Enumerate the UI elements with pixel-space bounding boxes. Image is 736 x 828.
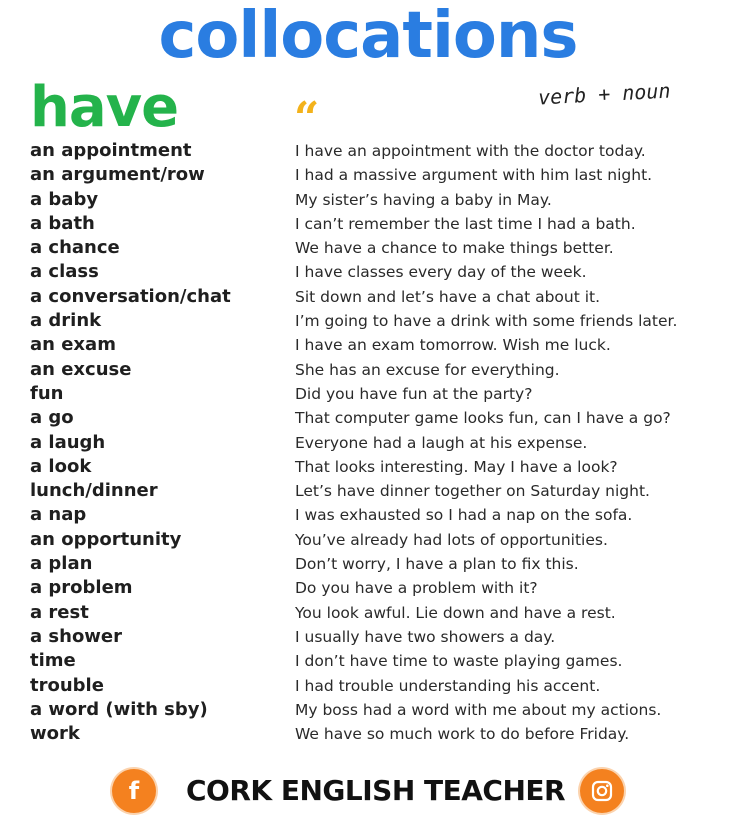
collocation-row — [0, 722, 736, 746]
collocation-list — [0, 139, 736, 746]
collocation-row — [0, 431, 736, 455]
collocation-phrase: a word (with sby) — [30, 698, 208, 720]
collocation-phrase: an opportunity — [30, 528, 182, 550]
collocation-row — [0, 163, 736, 187]
example-sentence: Sit down and let’s have a chat about it. — [295, 287, 601, 306]
facebook-glyph: f — [128, 777, 140, 805]
collocation-phrase: a rest — [30, 601, 89, 623]
collocation-phrase: lunch/dinner — [30, 480, 158, 502]
quote-icon: “ — [294, 93, 320, 144]
collocation-row — [0, 649, 736, 673]
collocation-phrase: a shower — [30, 625, 123, 647]
example-sentence: Let’s have dinner together on Saturday night. — [295, 482, 650, 501]
collocation-row — [0, 406, 736, 430]
collocation-phrase: an excuse — [30, 358, 132, 380]
collocation-phrase: time — [30, 650, 76, 672]
collocation-phrase: a baby — [30, 188, 99, 210]
example-sentence: Did you have fun at the party? — [295, 384, 533, 403]
example-sentence: We have a chance to make things better. — [295, 239, 614, 258]
instagram-icon[interactable] — [580, 769, 624, 813]
collocation-row — [0, 674, 736, 698]
collocation-row — [0, 455, 736, 479]
collocation-row — [0, 552, 736, 576]
example-sentence: I have classes every day of the week. — [295, 263, 587, 282]
example-sentence: My boss had a word with me about my actions. — [295, 700, 662, 719]
collocation-phrase: fun — [30, 382, 64, 404]
collocation-phrase: a plan — [30, 553, 93, 575]
collocation-phrase: a look — [30, 455, 92, 477]
example-sentence: She has an excuse for everything. — [295, 360, 560, 379]
collocation-phrase: trouble — [30, 674, 104, 696]
example-sentence: Do you have a problem with it? — [295, 579, 538, 598]
example-sentence: Don’t worry, I have a plan to fix this. — [295, 555, 579, 574]
example-sentence: I had trouble understanding his accent. — [295, 676, 601, 695]
collocation-phrase: a bath — [30, 212, 95, 234]
collocation-phrase: work — [30, 723, 80, 745]
example-sentence: I can’t remember the last time I had a bath. — [295, 214, 636, 233]
collocation-row — [0, 188, 736, 212]
brand-name: CORK ENGLISH TEACHER — [186, 774, 566, 807]
collocation-phrase: an exam — [30, 334, 116, 356]
example-sentence: I usually have two showers a day. — [295, 627, 556, 646]
example-sentence: I had a massive argument with him last night. — [295, 166, 653, 185]
collocation-row — [0, 309, 736, 333]
example-sentence: That looks interesting. May I have a look? — [295, 457, 618, 476]
example-sentence: You’ve already had lots of opportunities. — [295, 530, 608, 549]
example-sentence: That computer game looks fun, can I have a go? — [295, 409, 671, 428]
collocation-phrase: a conversation/chat — [30, 285, 231, 307]
collocation-row — [0, 479, 736, 503]
collocation-phrase: a class — [30, 261, 99, 283]
example-sentence: I’m going to have a drink with some friends later. — [295, 312, 678, 331]
page-title: collocations — [158, 0, 578, 73]
collocation-phrase: a chance — [30, 237, 120, 259]
collocation-row — [0, 528, 736, 552]
footer — [0, 766, 736, 816]
facebook-icon[interactable] — [112, 769, 156, 813]
example-sentence: I don’t have time to waste playing games. — [295, 652, 623, 671]
collocation-row — [0, 236, 736, 260]
collocation-row — [0, 358, 736, 382]
example-sentence: Everyone had a laugh at his expense. — [295, 433, 588, 452]
collocation-row — [0, 576, 736, 600]
collocation-phrase: a laugh — [30, 431, 106, 453]
collocation-phrase: an appointment — [30, 140, 192, 161]
collocation-phrase: a nap — [30, 504, 87, 526]
collocation-row — [0, 333, 736, 357]
pattern-note: verb + noun — [537, 78, 671, 110]
collocation-row — [0, 625, 736, 649]
example-sentence: You look awful. Lie down and have a rest. — [295, 603, 616, 622]
collocation-row — [0, 382, 736, 406]
collocation-row — [0, 212, 736, 236]
example-sentence: I have an appointment with the doctor today. — [295, 142, 646, 160]
collocation-row — [0, 601, 736, 625]
collocation-phrase: a problem — [30, 577, 133, 599]
collocation-phrase: an argument/row — [30, 164, 205, 186]
example-sentence: We have so much work to do before Friday. — [295, 725, 630, 744]
collocation-row — [0, 260, 736, 284]
example-sentence: I have an exam tomorrow. Wish me luck. — [295, 336, 611, 355]
verb-heading: have — [30, 75, 179, 140]
collocation-row — [0, 139, 736, 163]
example-sentence: I was exhausted so I had a nap on the sofa. — [295, 506, 633, 525]
collocation-phrase: a go — [30, 407, 74, 429]
collocation-row — [0, 503, 736, 527]
example-sentence: My sister’s having a baby in May. — [295, 190, 552, 209]
collocation-phrase: a drink — [30, 310, 102, 332]
collocation-row — [0, 285, 736, 309]
instagram-glyph — [591, 780, 613, 802]
collocation-row — [0, 698, 736, 722]
